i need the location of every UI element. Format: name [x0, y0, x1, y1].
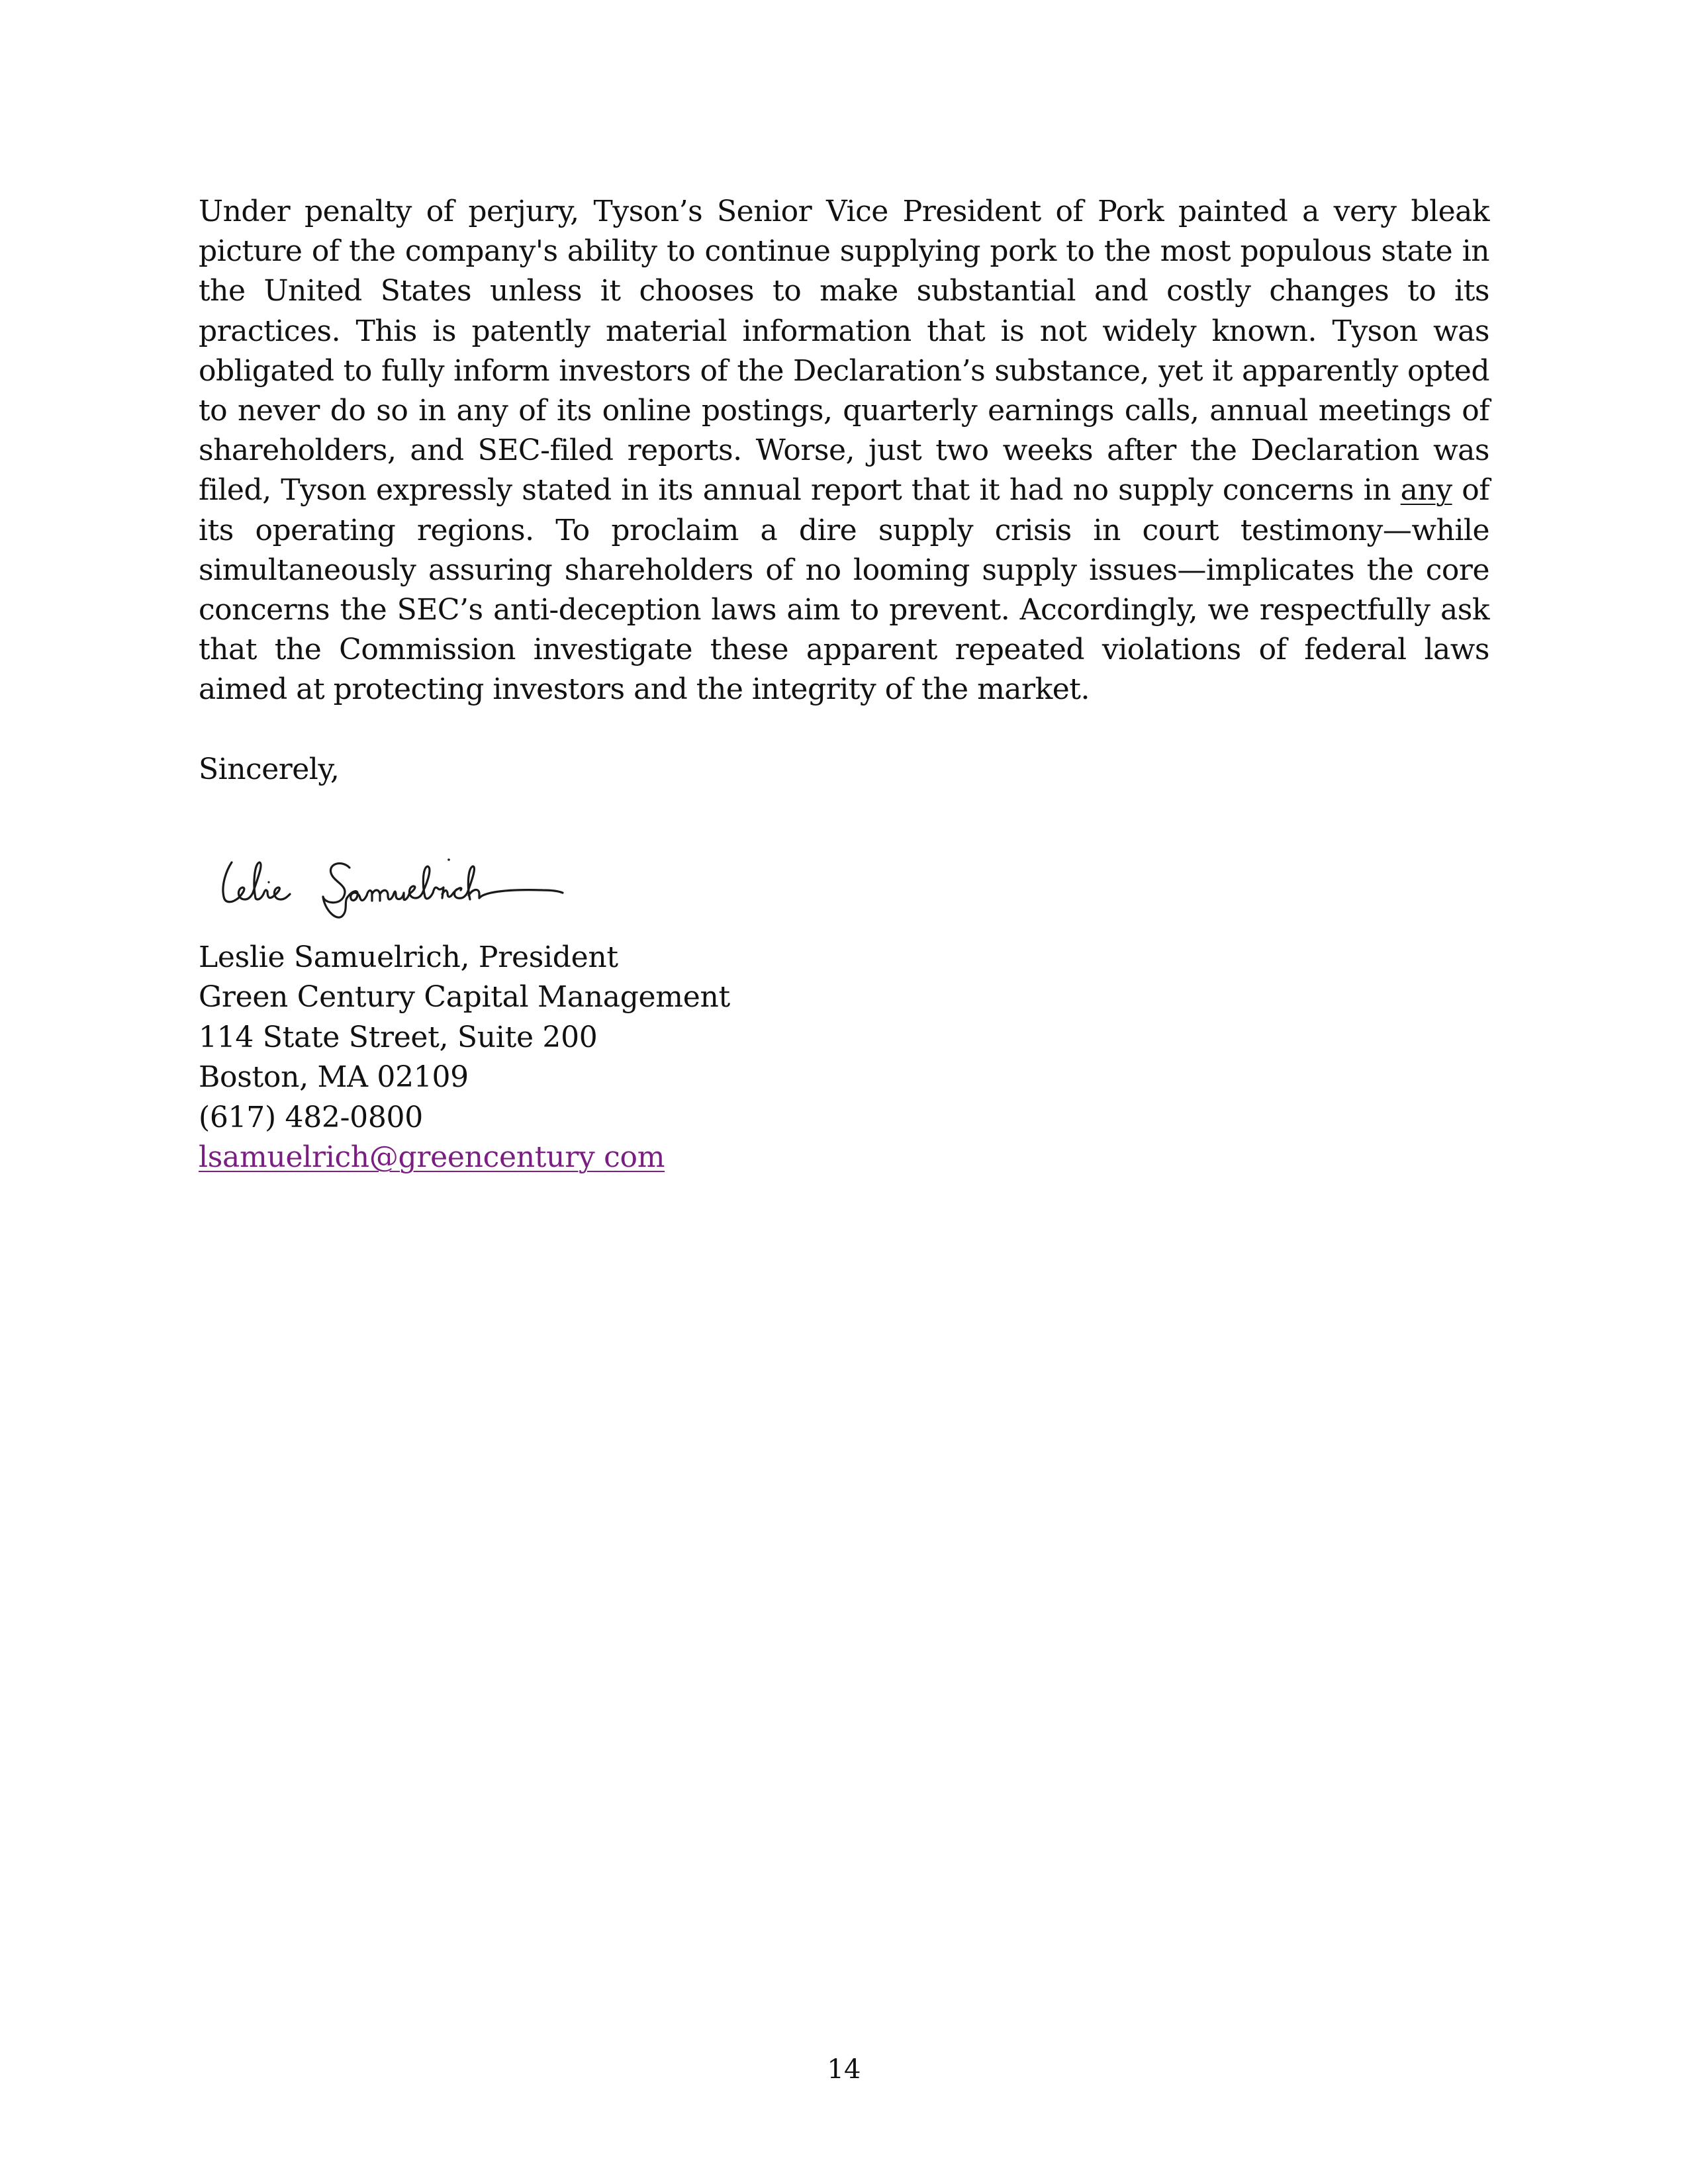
handwritten-signature	[199, 829, 569, 922]
signer-organization: Green Century Capital Management	[199, 980, 730, 1015]
paragraph-text-part1: Under penalty of perjury, Tyson’s Senior Vice President of Pork painted a very bleak picture of the company's ability to continue supplying pork to the most populous state in the United States unless it chooses to make substantial and costly changes to its practices. This is patently material information that is not widely known. Tyson was obligated to fully inform investors of the Declaration’s substance, yet it apparently opted to never do so in any of its online postings, quarterly earnings calls, annual meetings of shareholders, and SEC-filed reports. Worse, just two weeks after the Declaration was filed, Tyson expressly stated in its annual report that it had no supply concerns in	[199, 195, 1489, 508]
signature-block	[199, 938, 1489, 1178]
signer-email-link[interactable]: lsamuelrich@greencentury com	[199, 1140, 665, 1175]
page-number: 14	[827, 2054, 861, 2085]
paragraph-text-part2: of its operating regions. To proclaim a dire supply crisis in court testimony—while simultaneously assuring shareholders of no looming supply issues—implicates the core concerns the SEC’s anti-deception laws aim to prevent. Accordingly, we respectfully ask that the Commission investigate these apparent repeated violations of federal laws aimed at protecting investors and the integrity of the market.	[199, 473, 1489, 707]
letter-page	[199, 192, 1489, 1178]
signer-phone: (617) 482-0800	[199, 1100, 423, 1134]
signer-address-line1: 114 State Street, Suite 200	[199, 1020, 598, 1054]
closing-salutation: Sincerely,	[199, 752, 340, 786]
signer-name-title: Leslie Samuelrich, President	[199, 940, 618, 974]
body-paragraph	[199, 192, 1489, 710]
emphasis-underlined-word: any	[1400, 473, 1452, 508]
signer-address-line2: Boston, MA 02109	[199, 1060, 469, 1095]
email-row	[199, 1138, 1489, 1178]
